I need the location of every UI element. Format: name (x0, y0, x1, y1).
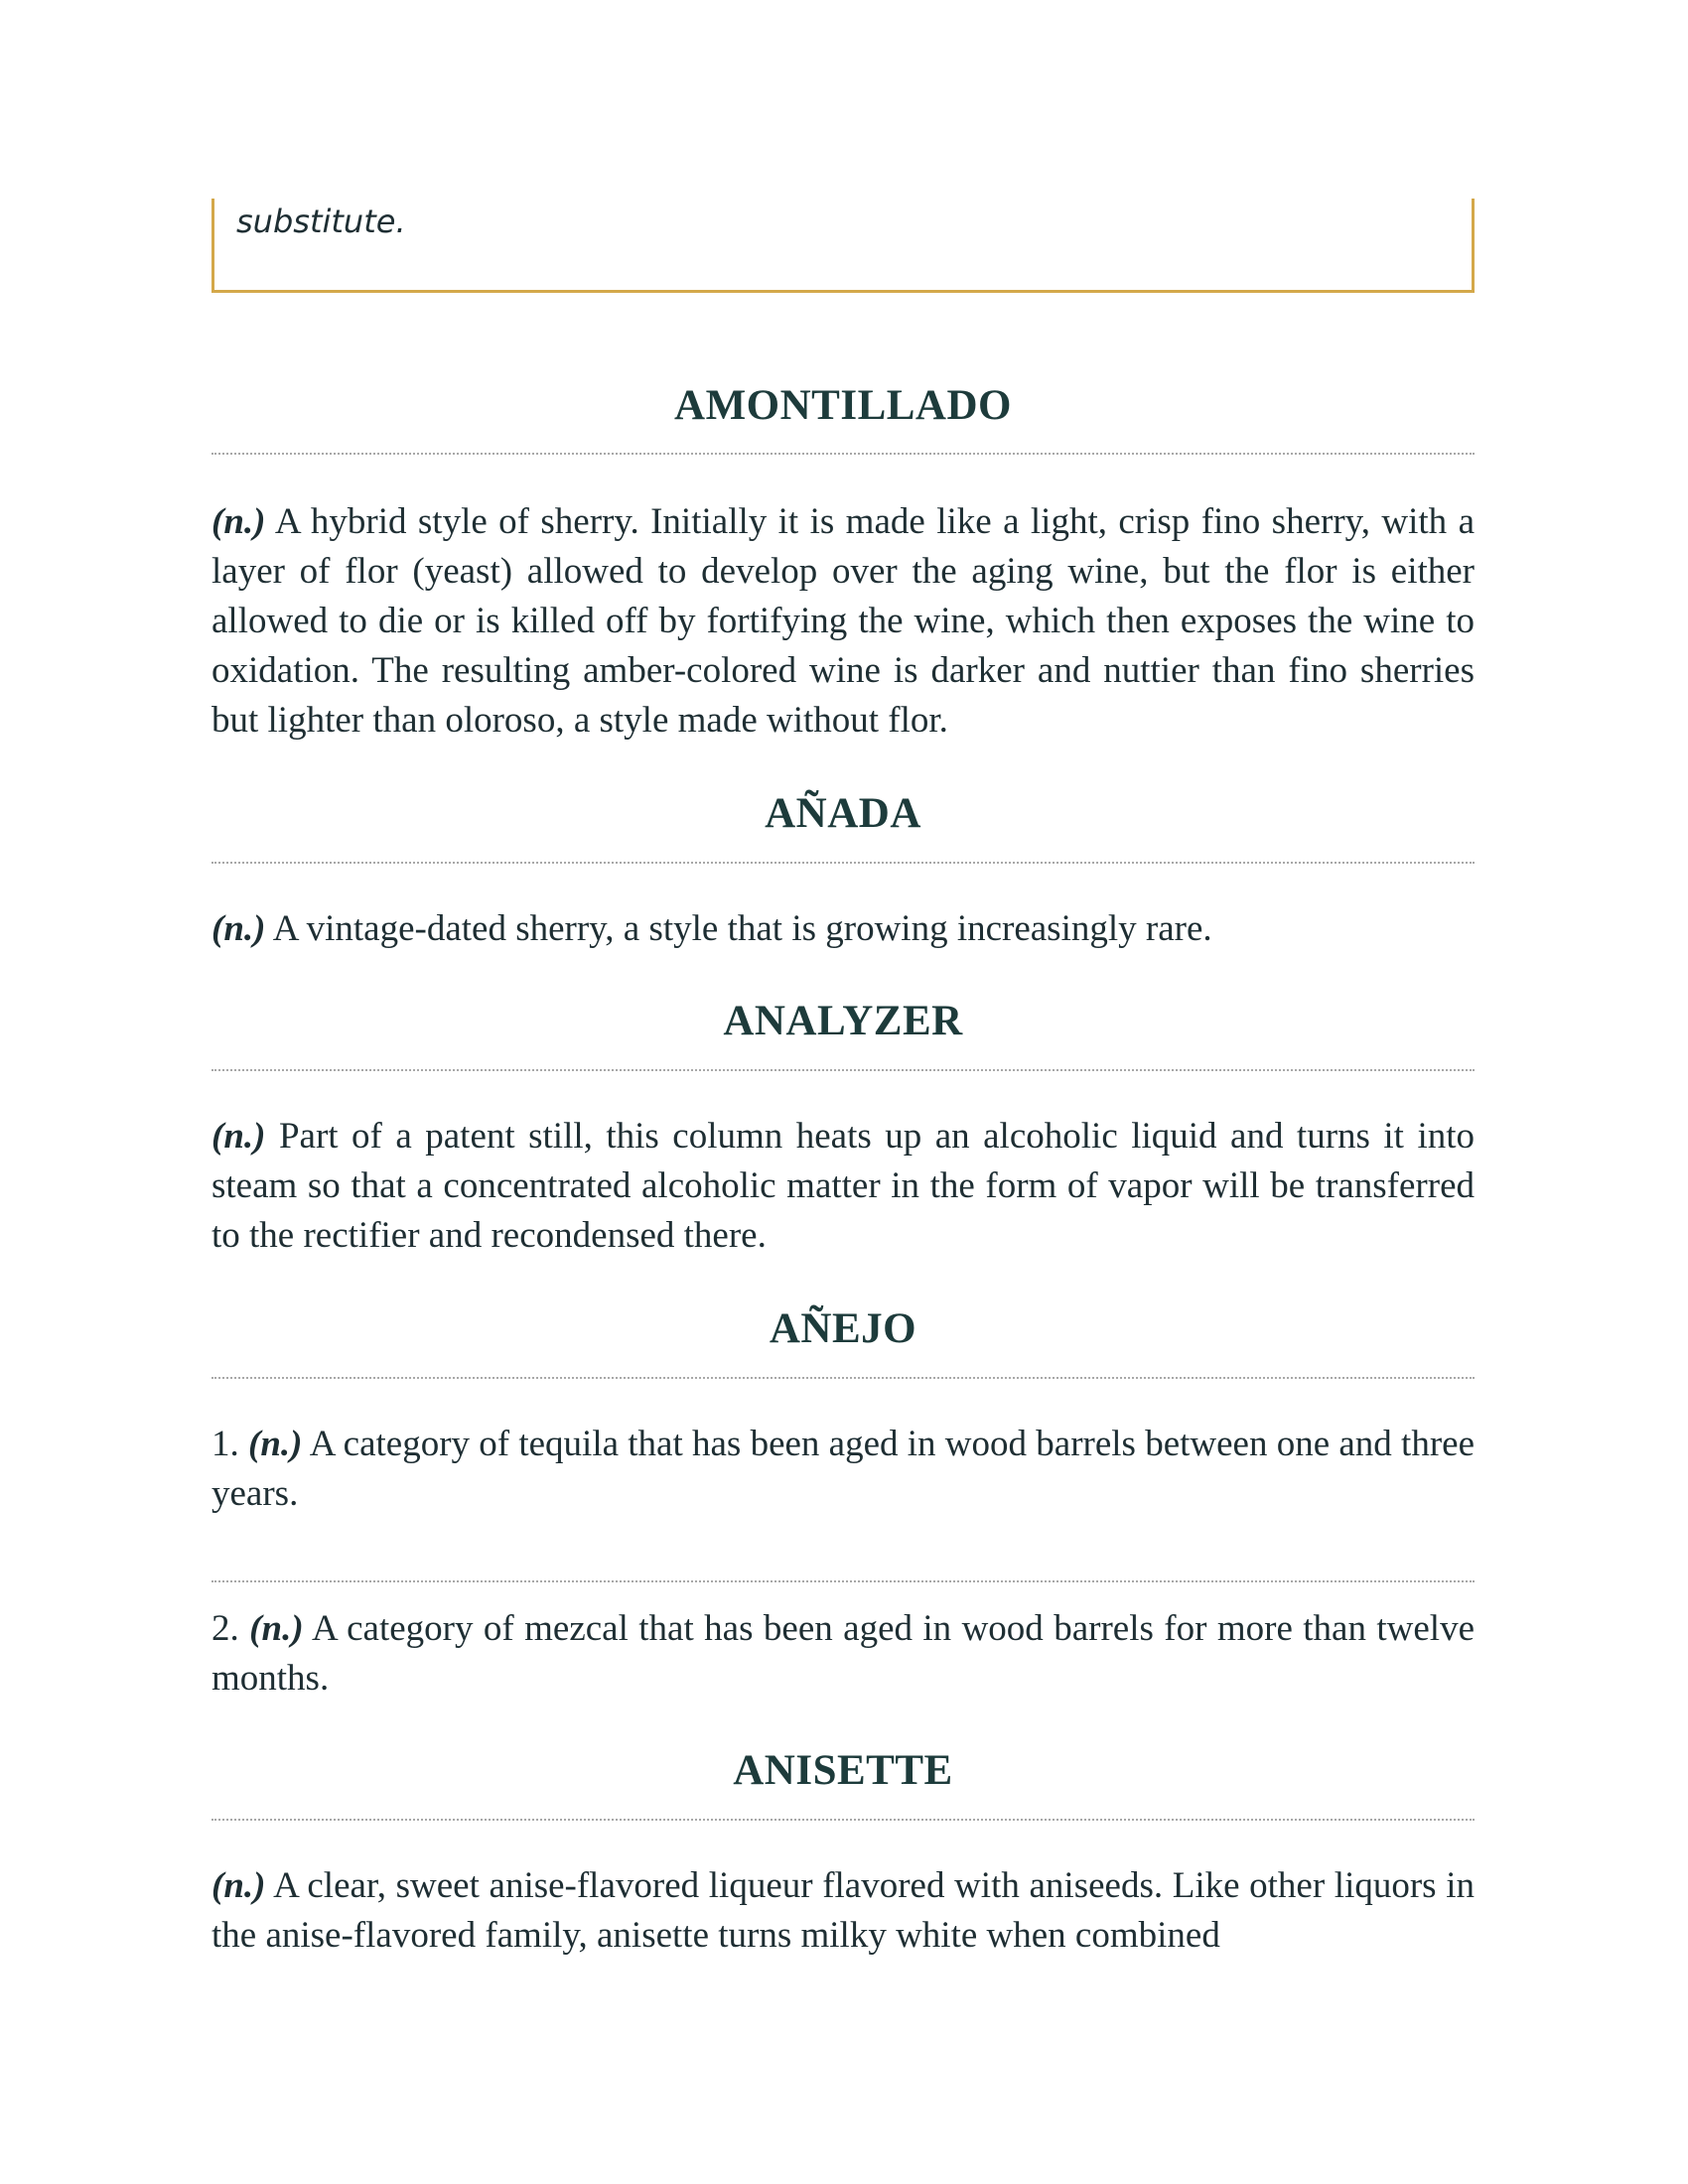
definition-number: 2. (211, 1608, 250, 1649)
entry-title-amontillado: AMONTILLADO (674, 382, 1012, 429)
definition-anisette (211, 1861, 1475, 1961)
part-of-speech: (n.) (211, 501, 266, 542)
callout-box (211, 199, 1475, 293)
part-of-speech: (n.) (249, 1608, 304, 1649)
part-of-speech: (n.) (211, 1865, 266, 1906)
definition-divider (211, 1580, 1475, 1582)
definition-text: A category of tequila that has been aged in wood barrels between one and three years. (211, 1424, 1476, 1514)
part-of-speech: (n.) (211, 908, 266, 949)
definition-text: A hybrid style of sherry. Initially it is made like a light, crisp fino sherry, with a layer of flor (yeast) allowed to develop over the aging wine, but the flor is either allowed to die or is killed off by fortifying the wine, which then exposes the wine to oxidation. The resulting amber-colored wine is darker and nuttier than fino sherries but lighter than oloroso, a style made without flor. (211, 501, 1475, 741)
entry-title-anisette: ANISETTE (733, 1747, 953, 1794)
entry-divider (211, 453, 1475, 455)
definition-amontillado (211, 497, 1475, 746)
part-of-speech: (n.) (211, 1116, 266, 1157)
entry-title-anada: AÑADA (765, 790, 921, 837)
entry-divider (211, 1819, 1475, 1821)
definition-text: A vintage-dated sherry, a style that is growing increasingly rare. (265, 908, 1212, 949)
entry-divider (211, 862, 1475, 864)
definition-anejo-1 (211, 1420, 1475, 1519)
definition-anada (211, 904, 1475, 954)
entry-title-analyzer: ANALYZER (723, 998, 963, 1044)
definition-text: Part of a patent still, this column heats up an alcoholic liquid and turns it into steam so that a concentrated alcoholic matter in the form of vapor will be transferred to the rectifier and recondensed there. (211, 1116, 1475, 1256)
definition-analyzer (211, 1112, 1475, 1261)
definition-number: 1. (211, 1424, 249, 1464)
definition-text: A category of mezcal that has been aged in wood barrels for more than twelve months. (211, 1608, 1476, 1699)
callout-text: substitute. (236, 203, 406, 240)
entry-divider (211, 1377, 1475, 1379)
entry-title-anejo: AÑEJO (769, 1305, 917, 1352)
entry-divider (211, 1069, 1475, 1071)
definition-text: A clear, sweet anise-flavored liqueur flavored with aniseeds. Like other liquors in the anise-flavored family, anisette turns milky white when combined (211, 1865, 1475, 1956)
part-of-speech: (n.) (248, 1424, 303, 1464)
definition-anejo-2 (211, 1604, 1475, 1704)
